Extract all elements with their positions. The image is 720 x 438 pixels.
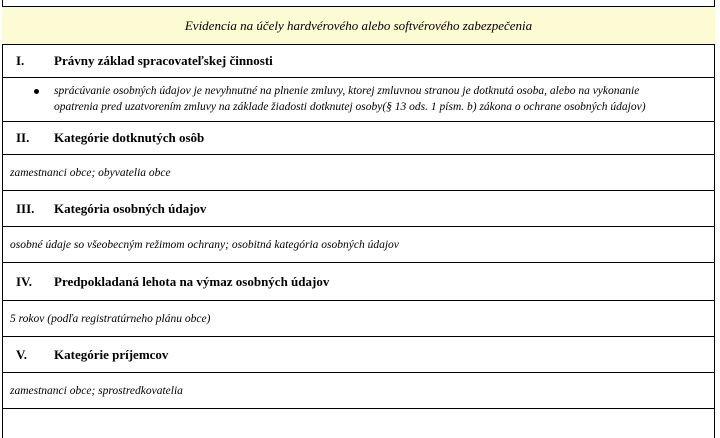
retention-content <box>2 301 715 337</box>
heading-text: Kategórie príjemcov <box>54 346 169 362</box>
bullet-list <box>2 83 715 115</box>
heading-number: V. <box>16 346 27 362</box>
bullet-icon <box>34 89 39 94</box>
heading-text: Kategória osobných údajov <box>54 200 207 216</box>
heading-number: I. <box>16 53 25 68</box>
list-item <box>54 83 715 115</box>
content-text: zamestnanci obce; obyvatelia obce <box>10 166 171 179</box>
heading-row-recipients <box>2 337 715 373</box>
content-text: 5 rokov (podľa registratúrneho plánu obce) <box>10 312 211 325</box>
data-category-content <box>2 227 715 263</box>
content-text: zamestnanci obce; sprostredkovatelia <box>10 384 183 397</box>
heading-row-legal-basis <box>2 45 715 78</box>
data-subjects-content <box>2 155 715 191</box>
heading-number: III. <box>16 200 35 216</box>
section-title: Evidencia na účely hardvérového alebo softvérového zabezpečenia <box>184 17 533 33</box>
heading-row-data-subjects <box>2 122 715 155</box>
legal-basis-content <box>2 78 715 122</box>
heading-text: Predpokladaná lehota na výmaz osobných údajov <box>54 273 330 289</box>
heading-number: II. <box>16 130 30 145</box>
heading-number: IV. <box>16 273 33 289</box>
content-text: osobné údaje so všeobecným režimom ochrany; osobitná kategória osobných údajov <box>10 238 399 251</box>
bullet-text-line-1: sprácúvanie osobných údajov je nevyhnutné na plnenie zmluvy, ktorej zmluvnou stranou je dotknutá osoba, alebo na vykonanie <box>54 85 640 97</box>
heading-text: Právny základ spracovateľskej činnosti <box>54 53 273 68</box>
heading-text: Kategórie dotknutých osôb <box>54 130 205 145</box>
heading-row-data-category <box>2 191 715 227</box>
bullet-text-line-2: opatrenia pred uzatvorením zmluvy na základe žiadosti dotknutej osoby(§ 13 ods. 1 písm. b) zákona o ochrane osobných údajov) <box>54 101 646 113</box>
heading-row-retention <box>2 263 715 301</box>
recipients-content <box>2 373 715 409</box>
section-title-band <box>2 6 715 45</box>
